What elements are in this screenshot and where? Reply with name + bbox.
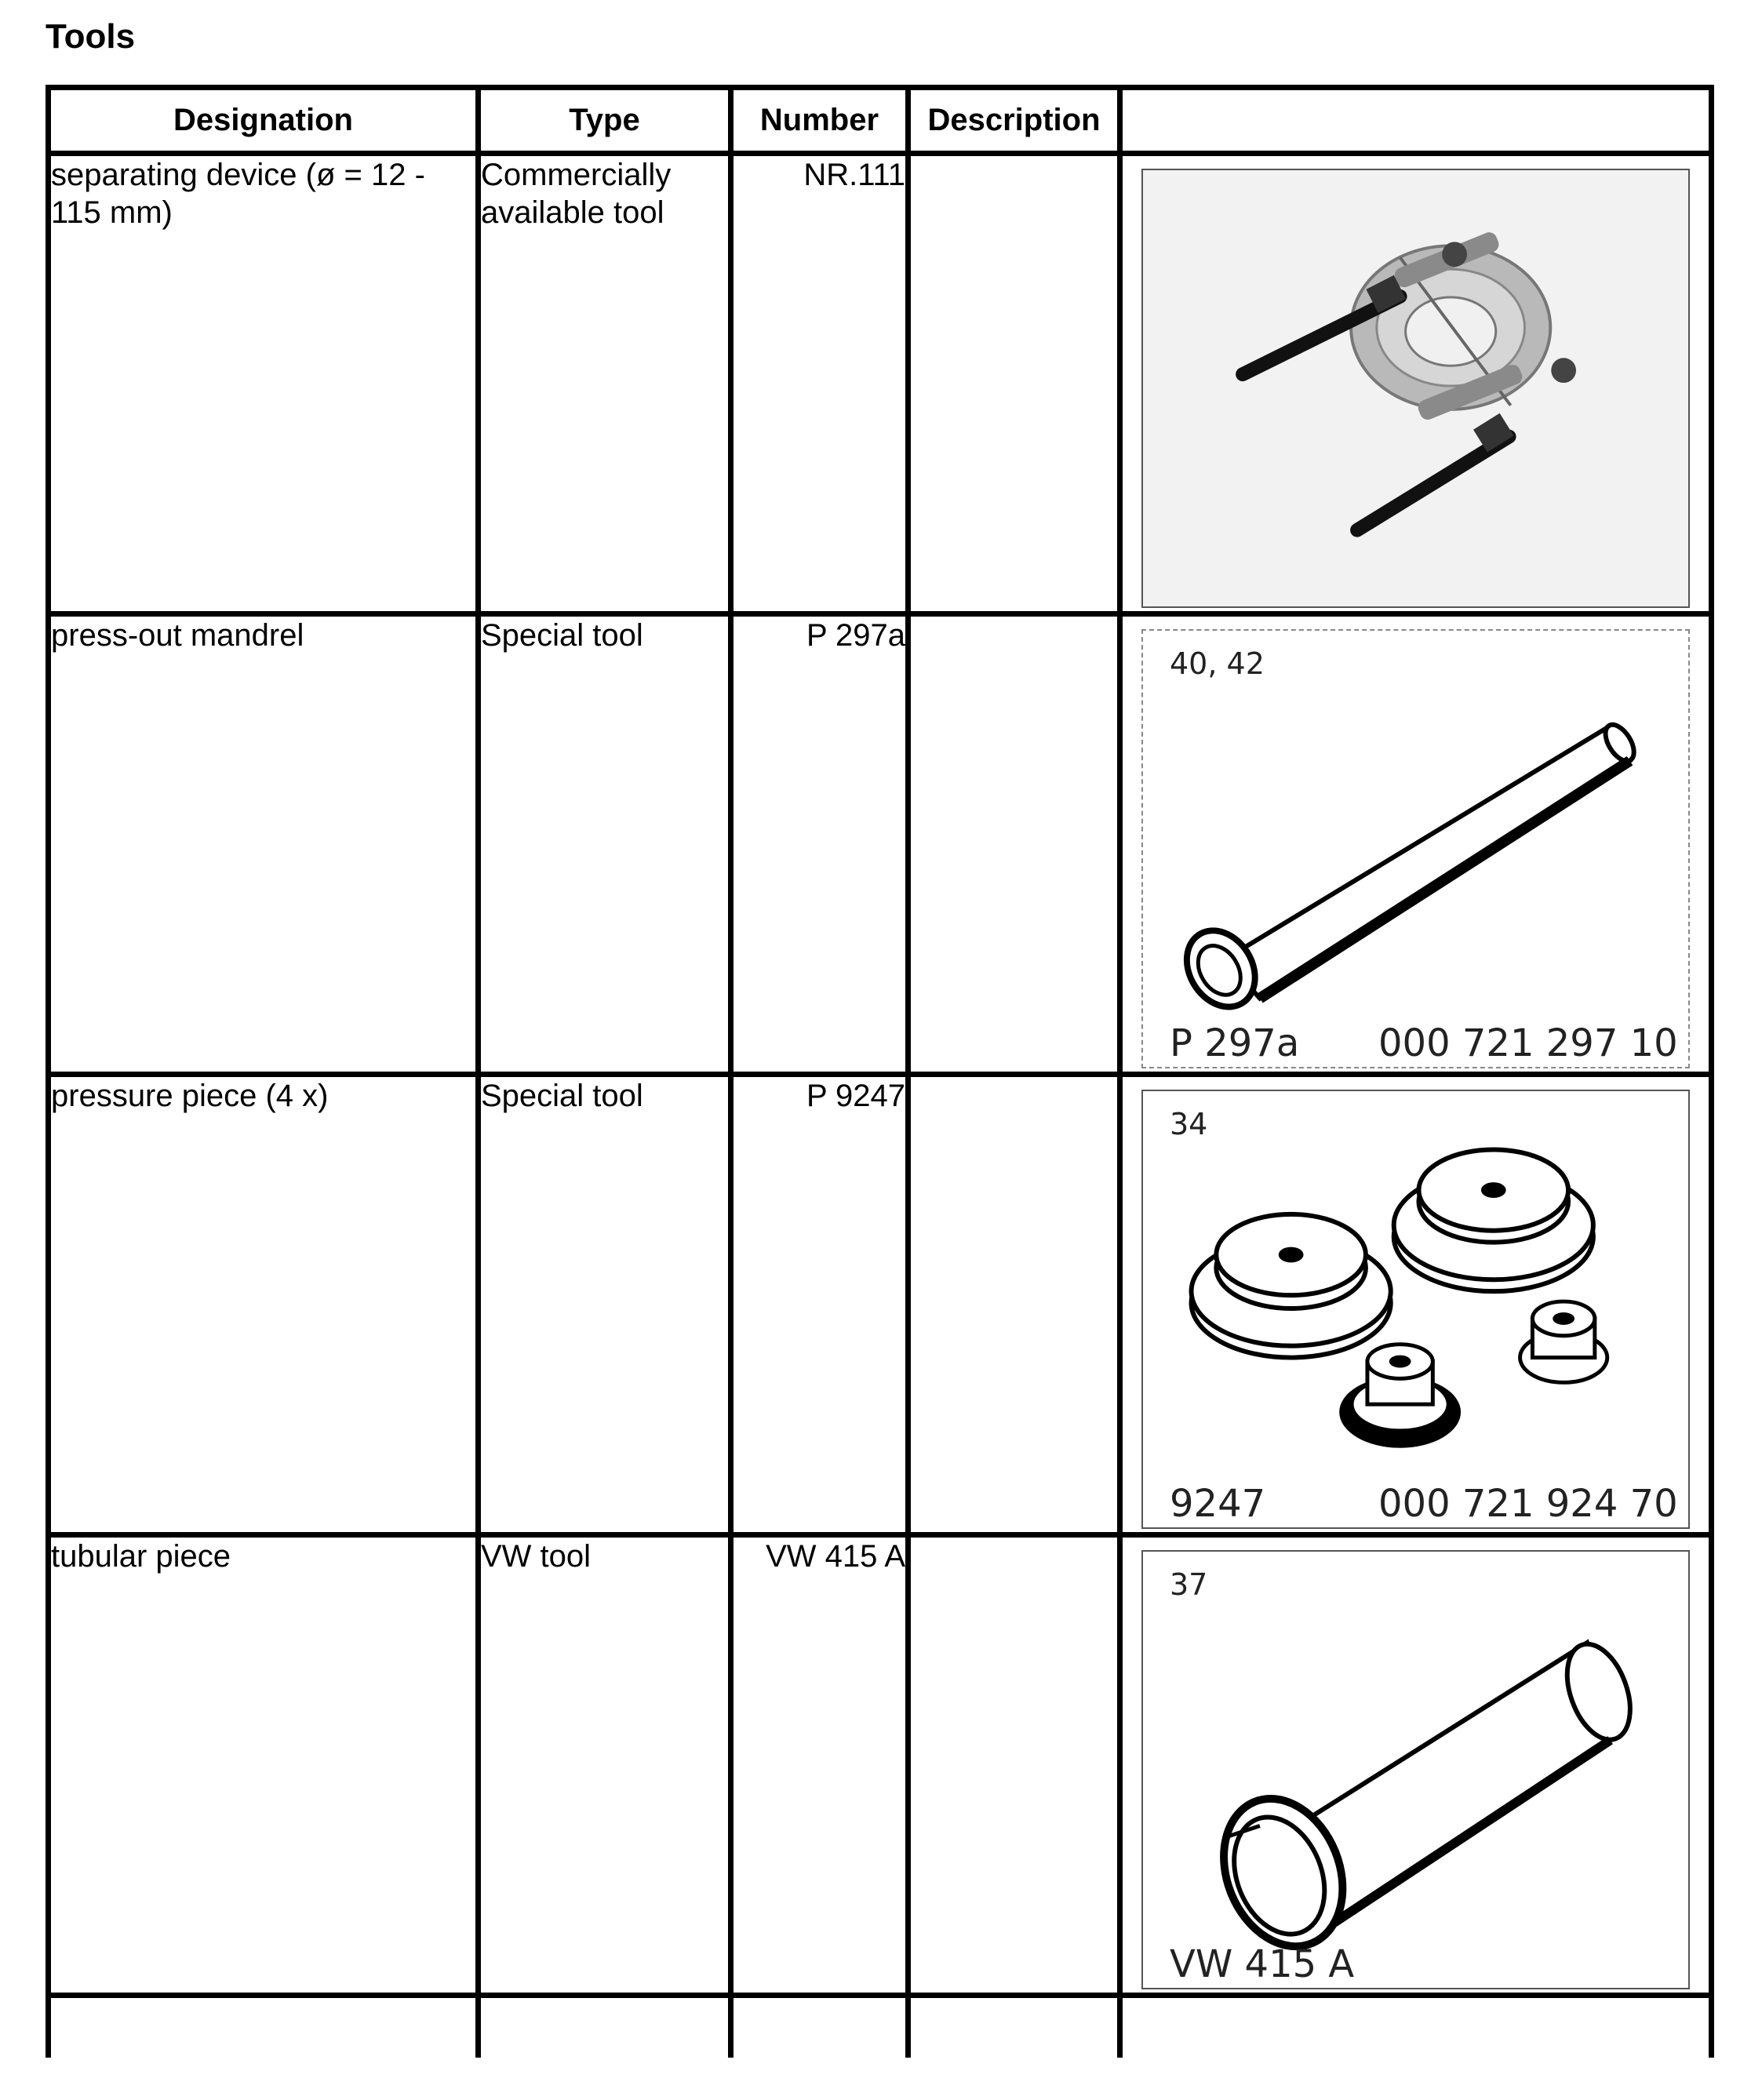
image-part-number: 000 721 297 10	[1378, 1021, 1678, 1065]
cell-number: VW 415 A	[731, 1535, 908, 1996]
cell-designation: tubular piece	[49, 1535, 479, 1996]
cell-designation: pressure piece (4 x)	[49, 1075, 479, 1535]
cell-empty	[731, 1996, 908, 2058]
image-part-number: 000 721 924 70	[1378, 1482, 1678, 1526]
cell-description	[908, 1535, 1120, 1996]
cell-designation: press-out mandrel	[49, 614, 479, 1075]
cell-type: Special tool	[479, 614, 731, 1075]
separating-device-icon	[1143, 170, 1688, 606]
cell-empty	[1120, 1996, 1712, 2058]
image-tool-code: 9247	[1170, 1482, 1266, 1526]
header-designation: Designation	[49, 88, 479, 154]
table-header-row	[49, 88, 1712, 154]
cell-designation: separating device (ø = 12 - 115 mm)	[49, 154, 479, 614]
cell-description	[908, 1075, 1120, 1535]
cell-type: Special tool	[479, 1075, 731, 1535]
image-tool-code: VW 415 A	[1170, 1942, 1355, 1986]
cell-description	[908, 154, 1120, 614]
tool-image-frame	[1141, 1550, 1690, 1989]
cell-empty	[49, 1996, 479, 2058]
cell-image	[1120, 1535, 1712, 1996]
cell-description	[908, 614, 1120, 1075]
image-tool-code: P 297a	[1170, 1021, 1300, 1065]
header-number: Number	[731, 88, 908, 154]
header-image	[1120, 88, 1712, 154]
cell-empty	[908, 1996, 1120, 2058]
cell-number: P 9247	[731, 1075, 908, 1535]
tool-image-frame	[1141, 1090, 1690, 1529]
tubular-piece-icon	[1143, 1552, 1688, 1988]
image-page-ref: 37	[1170, 1567, 1208, 1602]
cell-image	[1120, 154, 1712, 614]
header-type: Type	[479, 88, 731, 154]
press-out-mandrel-icon	[1143, 631, 1688, 1067]
table-row	[49, 1075, 1712, 1535]
tool-image-frame	[1141, 169, 1690, 608]
cell-empty	[479, 1996, 731, 2058]
pressure-piece-set-icon	[1143, 1091, 1688, 1527]
image-page-ref: 34	[1170, 1107, 1208, 1141]
cell-type: Commercially available tool	[479, 154, 731, 614]
header-description: Description	[908, 88, 1120, 154]
image-page-ref: 40, 42	[1170, 646, 1265, 681]
cell-number: P 297a	[731, 614, 908, 1075]
cell-type: VW tool	[479, 1535, 731, 1996]
table-row	[49, 614, 1712, 1075]
tools-table	[46, 85, 1714, 2058]
table-row	[49, 154, 1712, 614]
cell-number: NR.111	[731, 154, 908, 614]
cell-image	[1120, 614, 1712, 1075]
page-heading: Tools	[46, 17, 136, 56]
table-row-empty	[49, 1996, 1712, 2058]
cell-image	[1120, 1075, 1712, 1535]
table-row	[49, 1535, 1712, 1996]
tool-image-frame	[1141, 629, 1690, 1068]
